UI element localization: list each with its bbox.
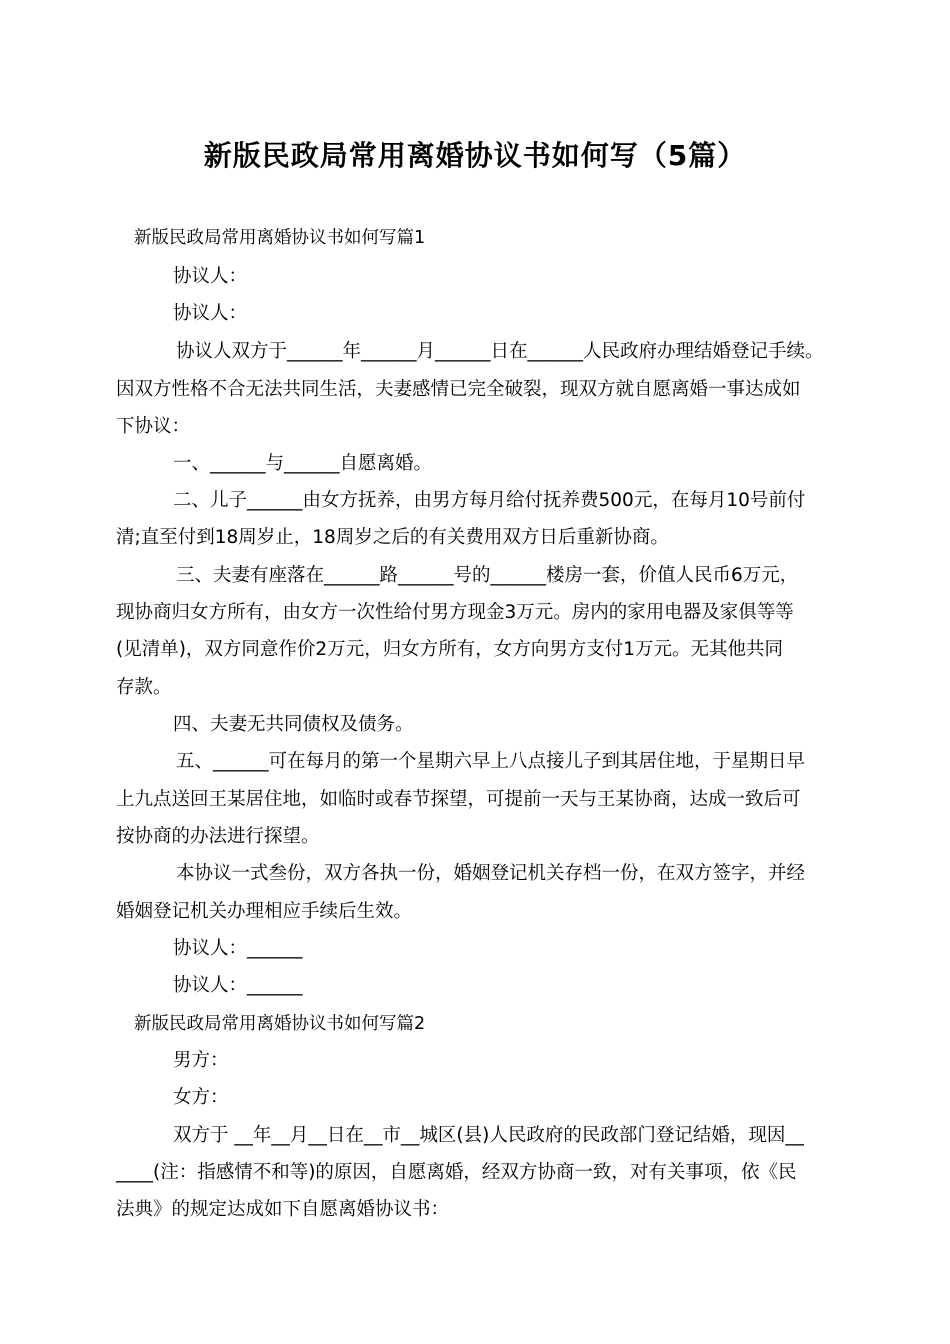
paragraph-line: 男方：: [173, 1050, 229, 1071]
section-heading-2: 新版民政局常用离婚协议书如何写篇2: [134, 1014, 426, 1034]
paragraph-line: 本协议一式叁份，双方各执一份，婚姻登记机关存档一份，在双方签字，并经: [176, 863, 806, 884]
paragraph-line: (见清单)，双方同意作价2万元，归女方所有，女方向男方支付1万元。无其他共同: [116, 639, 783, 660]
paragraph-line: 一、______与______自愿离婚。: [173, 453, 433, 474]
paragraph-line: 现协商归女方所有，由女方一次性给付男方现金3万元。房内的家用电器及家俱等等: [116, 602, 794, 623]
document-title: 新版民政局常用离婚协议书如何写（5篇）: [203, 139, 747, 172]
paragraph-line: 存款。: [116, 677, 172, 698]
paragraph-line: 上九点送回王某居住地，如临时或春节探望，可提前一天与王某协商，达成一致后可: [116, 789, 801, 810]
signature-line: 协议人：______: [173, 975, 303, 996]
section-heading-1: 新版民政局常用离婚协议书如何写篇1: [134, 228, 426, 248]
paragraph-line: 四、夫妻无共同债权及债务。: [173, 714, 414, 735]
paragraph-line: 因双方性格不合无法共同生活，夫妻感情已完全破裂，现双方就自愿离婚一事达成如: [116, 379, 801, 400]
signature-line: 协议人：______: [173, 938, 303, 959]
paragraph-line: 双方于 __年__月__日在__市__城区(县)人民政府的民政部门登记结婚，现因__: [173, 1125, 804, 1146]
paragraph-line: 清;直至付到18周岁止，18周岁之后的有关费用双方日后重新协商。: [116, 527, 669, 548]
paragraph-line: ____(注：指感情不和等)的原因，自愿离婚，经双方协商一致，对有关事项，依《民: [116, 1162, 797, 1183]
paragraph-line: 五、______可在每月的第一个星期六早上八点接儿子到其居住地，于星期日早: [176, 751, 806, 772]
paragraph-line: 协议人双方于______年______月______日在______人民政府办理结婚登记手续。: [176, 341, 824, 362]
paragraph-line: 协议人：: [173, 266, 248, 287]
paragraph-line: 按协商的办法进行探望。: [116, 826, 320, 847]
paragraph-line: 女方：: [173, 1087, 229, 1108]
paragraph-line: 协议人：: [173, 303, 248, 324]
paragraph-line: 法典》的规定达成如下自愿离婚协议书：: [116, 1199, 450, 1220]
paragraph-line: 二、儿子______由女方抚养，由男方每月给付抚养费500元，在每月10号前付: [173, 490, 806, 511]
paragraph-line: 三、夫妻有座落在______路______号的______楼房一套，价值人民币6万元，: [176, 565, 799, 586]
paragraph-line: 下协议：: [116, 416, 191, 437]
paragraph-line: 婚姻登记机关办理相应手续后生效。: [116, 901, 413, 922]
